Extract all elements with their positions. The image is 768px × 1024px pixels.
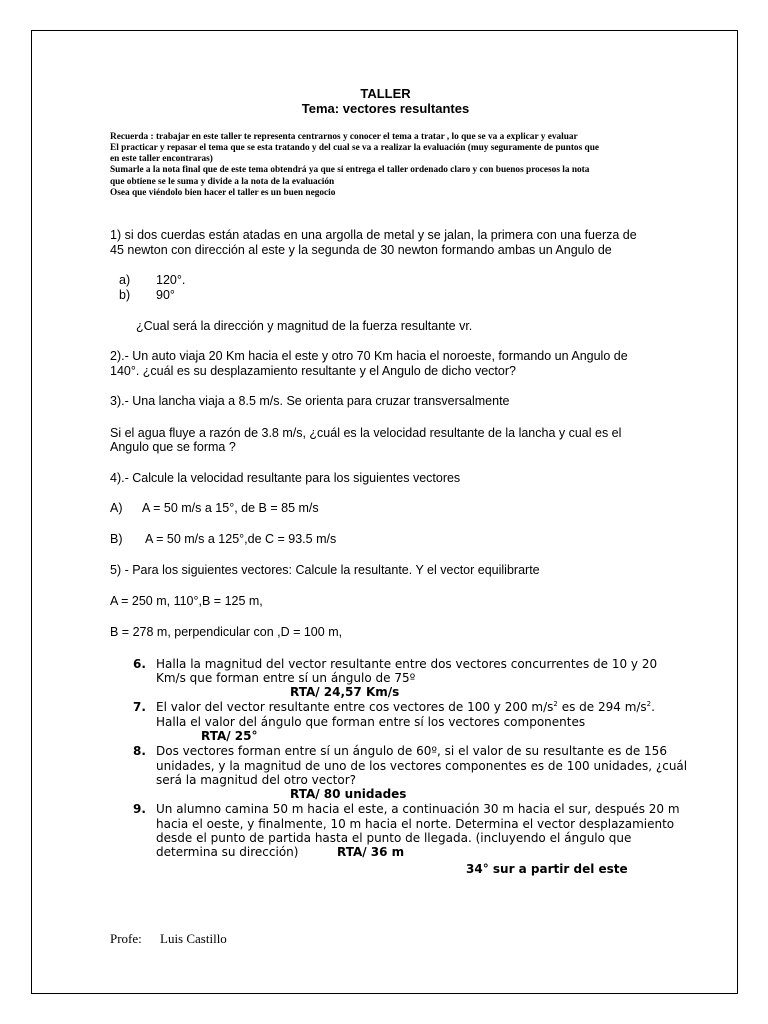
option-text: 120°. [156,273,186,287]
question-number: 8. [133,744,146,758]
page-title: TALLER [360,86,411,101]
question-text: ¿Cual será la dirección y magnitud de la fuerza resultante vr. [136,319,473,333]
answer-text: 34° sur a partir del este [466,862,628,876]
intro-line: Sumarle a la nota final que de este tema obtendrá ya que si entrega el taller ordenado claro y con buenos procesos la nota [110,165,590,175]
worksheet-page [31,30,738,994]
option-text: 90° [156,288,175,302]
question-text: será la magnitud del otro vector? [156,773,357,787]
question-text: 2).- Un auto viaja 20 Km hacia el este y otro 70 Km hacia el noroeste, formando un Angulo de [110,349,628,363]
question-text: determina su dirección) [156,845,299,859]
answer-text: RTA/ 80 unidades [290,787,407,801]
question-number: 7. [133,700,146,714]
question-text: desde el punto de partida hasta el punto de llegada. (incluyendo el ángulo que [156,831,632,845]
question-text: Halla el valor del ángulo que forman entre sí los vectores componentes [156,715,586,729]
answer-text: RTA/ 25° [201,729,258,743]
question-text: B = 278 m, perpendicular con ,D = 100 m, [110,625,343,639]
question-text: 1) si dos cuerdas están atadas en una argolla de metal y se jalan, la primera con una fuerza de [110,228,637,242]
question-text: Un alumno camina 50 m hacia el este, a continuación 30 m hacia el sur, después 20 m [156,802,680,816]
question-text: A = 250 m, 110°,B = 125 m, [110,594,263,608]
question-text: Dos vectores forman entre sí un ángulo de 60º, si el valor de su resultante es de 156 [156,744,667,758]
page-subtitle: Tema: vectores resultantes [301,101,470,116]
item-label: B) [110,532,123,546]
intro-line: El practicar y repasar el tema que se esta tratando y del cual se va a realizar la evaluación (muy seguramente de puntos que [110,143,599,153]
question-text: Km/s que forman entre sí un ángulo de 75º [156,671,416,685]
question-text: Si el agua fluye a razón de 3.8 m/s, ¿cuál es la velocidad resultante de la lancha y cual es el [110,426,622,440]
intro-line: que obtiene se le suma y divide a la nota de la evaluación [110,177,335,187]
teacher-name: Luis Castillo [160,931,227,946]
teacher-label: Profe: [110,931,142,946]
question-text: hacia el oeste, y finalmente, 10 m hacia el norte. Determina el vector desplazamiento [156,817,675,831]
question-text: 4).- Calcule la velocidad resultante para los siguientes vectores [110,471,461,485]
question-text: El valor del vector resultante entre cos vectores de 100 y 200 $m/s^2$ es de 294 $m/s^2$. [156,700,655,714]
question-text: 3).- Una lancha viaja a 8.5 m/s. Se orienta para cruzar transversalmente [110,394,510,408]
answer-text: RTA/ 24,57 Km/s [290,685,400,699]
question-text: unidades, y la magnitud de uno de los vectores componentes es de 100 unidades, ¿cuál [156,759,688,773]
item-label: A) [110,501,123,515]
question-text: Angulo que se forma ? [110,440,236,454]
intro-line: Recuerda : trabajar en este taller te representa centrarnos y conocer el tema a tratar , lo que se va a explicar y evaluar [110,132,578,142]
option-label: b) [119,288,131,302]
question-text: 140°. ¿cuál es su desplazamiento resultante y el Angulo de dicho vector? [110,364,516,378]
option-label: a) [119,273,131,287]
answer-text: RTA/ 36 m [337,845,405,859]
question-text: 45 newton con dirección al este y la segunda de 30 newton formando ambas un Angulo de [110,243,612,257]
item-text: A = 50 m/s a 125°,de C = 93.5 m/s [145,532,337,546]
question-number: 6. [133,657,146,671]
intro-line: en este taller encontraras) [110,154,213,164]
question-number: 9. [133,802,146,816]
item-text: A = 50 m/s a 15°, de B = 85 m/s [142,501,319,515]
question-text: 5) - Para los siguientes vectores: Calcule la resultante. Y el vector equilibrarte [110,563,540,577]
intro-line: Osea que viéndolo bien hacer el taller es un buen negocio [110,188,336,198]
question-text: Halla la magnitud del vector resultante entre dos vectores concurrentes de 10 y 20 [156,657,658,671]
